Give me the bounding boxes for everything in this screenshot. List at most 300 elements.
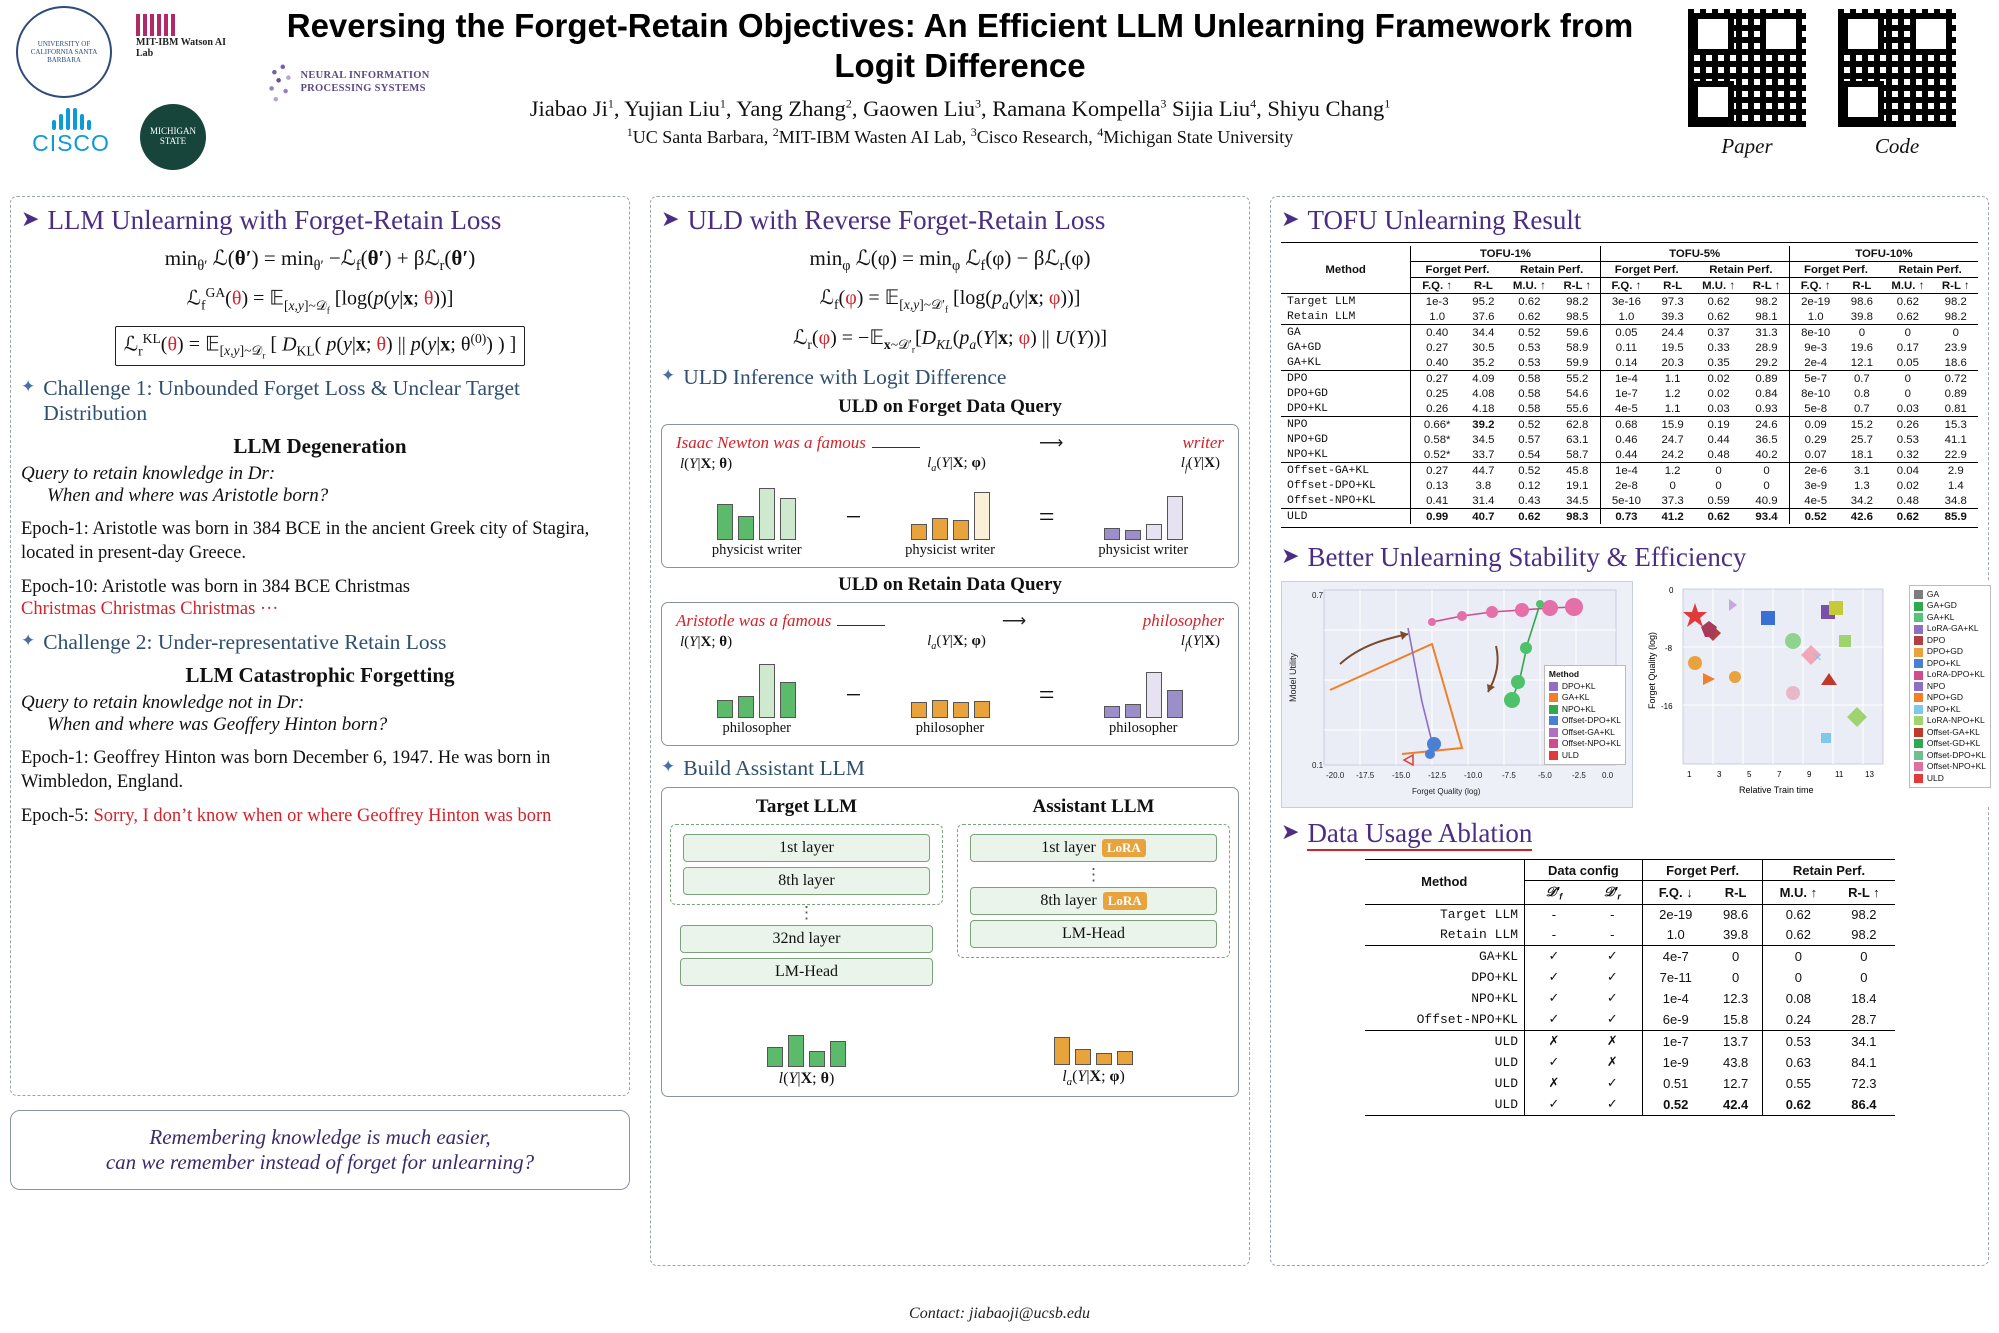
tofu-cell: 9e-3 — [1789, 340, 1841, 355]
tofu-cell: 0.27 — [1411, 340, 1463, 355]
fig-forget-caption: ULD on Forget Data Query — [838, 395, 1062, 417]
callout-box — [10, 1110, 630, 1190]
neurips-label: NEURAL INFORMATION PROCESSING SYSTEMS — [300, 70, 430, 94]
tofu-cell: 41.1 — [1944, 433, 1967, 446]
ablation-cell: ✓ — [1548, 969, 1560, 985]
tofu-cell: 0.02 — [1707, 387, 1730, 400]
ablation-cell: 0 — [1860, 969, 1868, 985]
target-output — [674, 1005, 939, 1088]
ablation-cell: 0.53 — [1763, 1030, 1833, 1052]
tofu-cell: 39.8 — [1850, 310, 1873, 323]
legend-item — [1549, 681, 1621, 692]
legend-item — [1549, 704, 1621, 715]
tofu-cell: 34.5 — [1472, 433, 1495, 446]
tofu-cell: 98.5 — [1566, 310, 1589, 323]
logo-group — [8, 4, 430, 184]
table-header-row — [1281, 246, 1978, 262]
legend-marker — [1914, 705, 1923, 714]
lora-badge: LoRA — [1103, 892, 1147, 910]
legend-label: NPO+KL — [1926, 703, 1961, 714]
tofu-cell: 40.9 — [1755, 494, 1778, 507]
ablation-method-cell: ULD — [1365, 1052, 1525, 1073]
table-row — [1281, 463, 1978, 479]
tofu-cell: 4e-5 — [1600, 401, 1652, 417]
target-layer-1: 1st layer — [683, 834, 930, 862]
legend-label: NPO — [1926, 680, 1946, 691]
tofu-cell: 8e-10 — [1789, 386, 1841, 401]
legend-label: DPO+KL — [1561, 680, 1596, 691]
table-row — [1365, 1052, 1895, 1073]
svg-text:Model Utility: Model Utility — [1288, 652, 1298, 702]
bar-group — [911, 656, 990, 718]
legend-marker — [1549, 739, 1558, 748]
table-row — [1281, 509, 1978, 525]
ablation-cell: 18.4 — [1851, 990, 1877, 1006]
tofu-cell: 0.81 — [1944, 402, 1967, 415]
tofu-h-fq3: F.Q. ↑ — [1789, 278, 1841, 294]
fig-retain-bars-row — [670, 656, 1230, 737]
assistant-output-label: $l_a(Y|X$; φ) — [1062, 1067, 1125, 1089]
legend-label: NPO+GD — [1926, 692, 1963, 703]
ablation-cell: 84.1 — [1851, 1054, 1877, 1070]
fig-retain-caption: ULD on Retain Data Query — [838, 573, 1062, 595]
tofu-cell: 39.2 — [1472, 418, 1495, 431]
chevron-right-icon: ➤ — [1281, 819, 1300, 844]
legend-label: DPO+KL — [1926, 657, 1961, 668]
abl-h-rl: R-L — [1724, 884, 1747, 900]
legend-label: LoRA-DPO+KL — [1926, 669, 1985, 680]
degeneration-title: LLM Degeneration — [233, 433, 407, 458]
legend-item — [1914, 600, 1986, 611]
tofu-h-fq1: F.Q. ↑ — [1422, 279, 1453, 292]
tofu-method-cell: NPO+GD — [1281, 432, 1411, 447]
tofu-cell: 15.2 — [1850, 418, 1873, 431]
svg-text:0.1: 0.1 — [1312, 761, 1324, 770]
eq-diff-logit: $l_f(Y|X)$ — [1180, 454, 1220, 474]
table-row — [1281, 401, 1978, 417]
ablation-cell: 0 — [1732, 948, 1740, 964]
table-row — [1365, 967, 1895, 988]
tofu-cell: 23.9 — [1944, 341, 1967, 354]
legend-label: Offset-NPO+KL — [1561, 738, 1621, 749]
table-row — [1365, 904, 1895, 925]
tofu-cell: 0.54 — [1518, 448, 1541, 461]
tofu-cell: 39.3 — [1661, 310, 1684, 323]
tofu-cell: 0.7 — [1853, 372, 1870, 385]
svg-text:3: 3 — [1717, 770, 1722, 779]
qr-code[interactable] — [1835, 6, 1959, 159]
legend-item — [1549, 727, 1621, 738]
tofu-cell: 1.4 — [1947, 479, 1964, 492]
tofu-cell: 15.9 — [1661, 418, 1684, 431]
svg-text:1: 1 — [1687, 770, 1692, 779]
tofu-cell: 0.37 — [1707, 326, 1730, 339]
ablation-cell: - — [1551, 927, 1557, 943]
fig-forget-assistant-bars — [867, 478, 1032, 559]
legend-item — [1549, 692, 1621, 703]
target-llm-title: Target LLM — [755, 795, 858, 817]
tofu-cell: 0.48 — [1896, 494, 1919, 507]
ablation-cell: - — [1551, 907, 1557, 923]
equation-uld-retain: ℒ$_r$(φ) = $-𝔼_{x\sim 𝒟'_r}[D_{KL}(p_a(Y|x$; φ) || U(Y))] — [792, 326, 1108, 355]
contact-line: Contact: jiabaoji@ucsb.edu — [909, 1305, 1090, 1322]
tofu-cell: 0.62 — [1518, 510, 1541, 523]
legend-label: GA+KL — [1926, 611, 1955, 622]
tofu-cell: 0.68 — [1600, 417, 1652, 433]
tofu-cell: 8e-10 — [1789, 325, 1841, 341]
tofu-table — [1281, 246, 1978, 524]
build-assistant-header — [661, 756, 1239, 781]
tofu-cell: 0 — [1904, 387, 1912, 400]
tofu-cell: 25.7 — [1850, 433, 1873, 446]
fig-forget-bars-row — [670, 478, 1230, 559]
callout-line-2: can we remember instead of forget for unlearning? — [105, 1150, 535, 1174]
legend-item — [1914, 692, 1986, 703]
eq-assistant-logit: $l_a(Y|X$; φ) — [927, 454, 986, 474]
tofu-cell: 2e-4 — [1789, 355, 1841, 371]
legend-marker — [1549, 682, 1558, 691]
section-title: LLM Unlearning with Forget-Retain Loss — [47, 205, 502, 235]
abl-h-dataconfig: Data config — [1525, 860, 1643, 881]
svg-text:Forget Quality (log): Forget Quality (log) — [1647, 631, 1657, 709]
tofu-cell: 93.4 — [1755, 510, 1778, 523]
legend-label: Offset-GA+KL — [1926, 726, 1980, 737]
forgetting-title: LLM Catastrophic Forgetting — [185, 663, 455, 688]
legend-label: DPO+GD — [1926, 646, 1963, 657]
tofu-h-rl5: R-L — [1852, 279, 1872, 292]
qr-paper[interactable] — [1685, 6, 1809, 159]
bar-group — [767, 1005, 846, 1067]
legend-marker — [1914, 648, 1923, 657]
abl-h-mu: M.U. ↑ — [1763, 881, 1833, 905]
architecture-columns — [670, 796, 1230, 991]
ablation-cell: ✓ — [1548, 948, 1560, 964]
degeneration-epoch10: Epoch-10: Aristotle was born in 384 BCE Christmas — [21, 577, 410, 598]
tofu-cell: 19.1 — [1566, 479, 1589, 492]
tofu-method-cell: ULD — [1281, 509, 1411, 525]
ablation-cell: ✗ — [1606, 1054, 1618, 1070]
fig-retain-target-xlabel: philosopher — [722, 719, 791, 736]
legend-item — [1914, 738, 1986, 749]
architecture-output-bars — [670, 1003, 1230, 1088]
table-row — [1281, 432, 1978, 447]
tofu-cell: 37.3 — [1661, 494, 1684, 507]
tofu-cell: 0.09 — [1789, 417, 1841, 433]
tofu-h-mu2: M.U. ↑ — [1702, 279, 1736, 292]
blank-underline-icon — [872, 435, 920, 448]
tofu-cell: 0 — [1858, 326, 1866, 339]
equation-uld-objective: $\min_\varphi$ ℒ(φ) = $\min_\varphi$ ℒ$_f$(φ) − βℒ$_r$(φ) — [809, 246, 1091, 275]
target-output-label: l(Y|X; θ) — [778, 1070, 835, 1088]
legend-marker — [1549, 751, 1558, 760]
forgetting-query-line2: When and where was Geoffery Hinton born? — [47, 714, 388, 736]
forgetting-epoch1: Epoch-1: Geoffrey Hinton was born December 6, 1947. He was born in Wimbledon, England. — [21, 748, 551, 793]
ablation-cell: ✗ — [1548, 1075, 1560, 1091]
ablation-cell: - — [1610, 907, 1615, 923]
fig-retain-target-bars — [674, 656, 839, 737]
tofu-cell: 29.2 — [1755, 356, 1778, 369]
challenge-1-header — [21, 376, 619, 426]
tofu-cell: 3.1 — [1853, 464, 1870, 477]
ablation-cell: 12.7 — [1722, 1075, 1749, 1091]
tofu-cell: 4e-5 — [1789, 493, 1841, 509]
tofu-cell: 0.8 — [1853, 387, 1870, 400]
ablation-cell: ✗ — [1548, 1033, 1560, 1049]
svg-text:-5.0: -5.0 — [1538, 771, 1552, 780]
bar-group — [717, 478, 796, 540]
tofu-cell: 3e-9 — [1789, 478, 1841, 493]
assistant-llm-title: Assistant LLM — [1032, 795, 1155, 817]
ablation-cell: 0.08 — [1763, 988, 1833, 1009]
tofu-cell: 0.62 — [1896, 510, 1919, 523]
legend-item — [1914, 658, 1986, 669]
svg-text:Relative Train time: Relative Train time — [1739, 785, 1814, 795]
fig-retain-prompt-row — [670, 611, 1230, 631]
tofu-cell: 40.7 — [1472, 510, 1495, 523]
minus-icon: − — [845, 680, 862, 712]
tofu-cell: 0.40 — [1411, 325, 1463, 341]
fig-forget-answer: writer — [1182, 432, 1224, 452]
tofu-cell: 0.05 — [1600, 325, 1652, 341]
ablation-cell: ✓ — [1548, 1054, 1560, 1070]
cisco-bars-icon — [52, 108, 91, 130]
tofu-cell: 34.5 — [1566, 494, 1589, 507]
target-llm-stack — [670, 824, 943, 905]
legend-marker — [1914, 613, 1923, 622]
ablation-cell: 86.4 — [1851, 1096, 1877, 1112]
ablation-cell: 1.0 — [1642, 925, 1709, 946]
tofu-cell: 0.58 — [1518, 372, 1541, 385]
tofu-cell: 0 — [1904, 326, 1912, 339]
tofu-cell: 5e-8 — [1789, 401, 1841, 417]
tofu-cell: 1.1 — [1664, 402, 1681, 415]
fig-forget-target-bars — [674, 478, 839, 559]
abl-h-df: $𝒟'_f$ — [1545, 883, 1563, 902]
legend-item — [1549, 738, 1621, 749]
legend-label: Offset-NPO+KL — [1926, 761, 1986, 772]
tofu-cell: 0.04 — [1896, 464, 1919, 477]
legend-item — [1914, 635, 1986, 646]
tofu-cell: 55.6 — [1566, 402, 1589, 415]
fig-retain-assistant-bars — [867, 656, 1032, 737]
mit-ibm-logo — [136, 14, 236, 70]
svg-text:5: 5 — [1747, 770, 1752, 779]
table-row — [1365, 988, 1895, 1009]
panel-results — [1270, 196, 1989, 1266]
tofu-cell: 0.40 — [1411, 355, 1463, 371]
tofu-cell: 0.89 — [1944, 387, 1967, 400]
challenge-2-text: Challenge 2: Under-representative Retain Loss — [43, 630, 447, 655]
bar-group — [1054, 1003, 1133, 1065]
callout-line-1 — [21, 1125, 619, 1150]
stability-title: Better Unlearning Stability & Efficiency — [1307, 542, 1747, 572]
svg-text:13: 13 — [1865, 770, 1874, 779]
legend-marker — [1914, 762, 1923, 771]
tofu-cell: 2.9 — [1947, 464, 1964, 477]
chevron-right-icon: ➤ — [1281, 543, 1300, 568]
chart-forget-quality-vs-train-time — [1643, 581, 1991, 806]
tofu-group-3: TOFU-10% — [1789, 246, 1978, 262]
legend-item — [1549, 750, 1621, 761]
section-header — [661, 205, 1239, 236]
tofu-cell: 0.72 — [1944, 372, 1967, 385]
tofu-cell: 98.1 — [1755, 310, 1778, 323]
table-row — [1365, 1094, 1895, 1116]
tofu-cell: 2e-19 — [1789, 294, 1841, 310]
table-row — [1281, 325, 1978, 341]
title-block — [250, 6, 1670, 148]
table-row — [1281, 294, 1978, 310]
tofu-sub-4: Retain Perf. — [1693, 262, 1789, 278]
tofu-sub-2: Retain Perf. — [1504, 262, 1600, 278]
qr-code-icon[interactable] — [1685, 6, 1809, 130]
qr-paper-label: Paper — [1721, 134, 1773, 158]
tofu-table-wrap — [1281, 242, 1978, 528]
tofu-h-rl6: R-L ↑ — [1941, 279, 1970, 292]
author-list: Jiabao Ji$^1$, Yujian Liu$^1$, Yang Zhang$^2$, Gaowen Liu$^3$, Ramana Kompella$^3$ Sijia Liu$^4$, Shiyu Chang$^1$ — [529, 95, 1391, 121]
tofu-cell: 0.62 — [1518, 310, 1541, 323]
tofu-cell: 0.44 — [1707, 433, 1730, 446]
tofu-cell: 0.59 — [1707, 494, 1730, 507]
legend-label: Offset-DPO+KL — [1561, 715, 1621, 726]
equation-kl-loss: ℒ$_r^{KL}$(θ) = 𝔼$_{[x,y]\sim 𝒟_r}$ [ $D_{KL}$( p(y|x; θ) || p(y|x; $\theta^{(0)}$) ) ] — [21, 326, 619, 366]
legend-title: Method — [1548, 669, 1580, 680]
blank-underline-icon — [837, 613, 885, 626]
tofu-cell: 0.02 — [1707, 372, 1730, 385]
svg-text:✕: ✕ — [1813, 652, 1823, 664]
tofu-sub-3: Forget Perf. — [1600, 262, 1693, 278]
assistant-llm-column — [957, 796, 1230, 991]
forgetting-epoch5-red: Sorry, I don’t know when or where Geoffrey Hinton was born — [93, 806, 552, 827]
tofu-cell: 98.2 — [1944, 310, 1967, 323]
tofu-cell: 4.08 — [1472, 387, 1495, 400]
ablation-method-cell: ULD — [1365, 1094, 1525, 1116]
page-title: Reversing the Forget-Retain Objectives: An Efficient LLM Unlearning Framework from Logit Difference — [286, 7, 1634, 85]
legend-item — [1914, 773, 1986, 784]
legend-marker — [1914, 693, 1923, 702]
legend-marker — [1914, 728, 1923, 737]
tofu-cell: 4.09 — [1472, 372, 1495, 385]
tofu-cell: 0 — [1763, 464, 1770, 477]
tofu-cell: 0.62 — [1707, 310, 1730, 323]
ablation-cell: ✓ — [1606, 948, 1618, 964]
tofu-cell: 34.4 — [1472, 326, 1495, 339]
tofu-cell: 0.05 — [1896, 356, 1919, 369]
tofu-cell: 0.25 — [1411, 386, 1463, 401]
tofu-cell: 0.84 — [1755, 387, 1778, 400]
tofu-cell: 0.57 — [1518, 433, 1541, 446]
table-row — [1365, 1009, 1895, 1031]
poster-body — [0, 196, 1999, 1296]
ablation-cell: 0.55 — [1763, 1073, 1833, 1094]
ablation-cell: 0.62 — [1763, 925, 1833, 946]
ablation-method-cell: NPO+KL — [1365, 988, 1525, 1009]
tofu-cell: 98.6 — [1850, 295, 1873, 308]
tofu-cell: 41.2 — [1661, 510, 1684, 523]
ablation-cell: ✓ — [1606, 969, 1618, 985]
tofu-cell: 59.6 — [1566, 326, 1589, 339]
tofu-cell: 2e-6 — [1789, 463, 1841, 479]
tofu-method-cell: DPO+KL — [1281, 401, 1411, 417]
legend-item — [1914, 669, 1986, 680]
table-row — [1281, 371, 1978, 387]
tofu-cell: 55.2 — [1566, 372, 1589, 385]
ablation-method-cell: Target LLM — [1365, 904, 1525, 925]
abl-h-fq: F.Q. ↓ — [1642, 881, 1709, 905]
legend-item — [1549, 715, 1621, 726]
tofu-cell: 0.52 — [1518, 464, 1541, 477]
cisco-logo — [16, 108, 126, 164]
legend-marker — [1914, 625, 1923, 634]
assistant-lm-head: LM-Head — [970, 920, 1217, 948]
ablation-cell: ✓ — [1548, 1096, 1560, 1112]
svg-text:11: 11 — [1835, 770, 1844, 779]
legend-item — [1914, 681, 1986, 692]
tofu-cell: 0.58 — [1518, 402, 1541, 415]
mit-bars-icon — [136, 14, 236, 36]
legend-marker — [1914, 636, 1923, 645]
tofu-cell: 12.1 — [1850, 356, 1873, 369]
tofu-cell: 22.9 — [1944, 448, 1967, 461]
tofu-cell: 98.2 — [1944, 295, 1967, 308]
tofu-cell: 0.27 — [1411, 371, 1463, 387]
tofu-cell: 0.44 — [1600, 447, 1652, 463]
legend-marker — [1914, 739, 1923, 748]
forgetting-epoch5 — [21, 804, 619, 828]
diamond-icon: ✦ — [661, 756, 676, 776]
architecture-diagram — [661, 787, 1239, 1097]
eq-assistant-logit: $l_a(Y|X$; φ) — [927, 632, 986, 652]
fig-retain-prompt: Aristotle was a famous — [676, 611, 885, 631]
legend-item — [1914, 715, 1986, 726]
tofu-cell: 54.6 — [1566, 387, 1589, 400]
tofu-cell: 37.6 — [1472, 310, 1495, 323]
qr-code-icon[interactable] — [1835, 6, 1959, 130]
tofu-method-cell: DPO — [1281, 371, 1411, 387]
tofu-cell: 0.32 — [1896, 448, 1919, 461]
bar-group — [911, 478, 990, 540]
tofu-cell: 0.58* — [1411, 432, 1463, 447]
tofu-cell: 40.2 — [1755, 448, 1778, 461]
svg-text:-15.0: -15.0 — [1392, 771, 1411, 780]
svg-text:Forget Quality (log): Forget Quality (log) — [1412, 787, 1481, 796]
ablation-cell: 0 — [1763, 967, 1833, 988]
qr-code-label: Code — [1874, 134, 1920, 158]
legend-item — [1914, 612, 1986, 623]
ablation-cell: 34.1 — [1851, 1033, 1877, 1049]
legend-label: GA+GD — [1926, 600, 1957, 611]
tofu-cell: 0.26 — [1896, 418, 1919, 431]
legend-marker — [1914, 602, 1923, 611]
tofu-cell: 0.19 — [1707, 418, 1730, 431]
tofu-h-rl1: R-L — [1473, 279, 1493, 292]
svg-text:7: 7 — [1777, 770, 1782, 779]
tofu-h-rl4: R-L ↑ — [1752, 279, 1781, 292]
tofu-cell: 5e-7 — [1789, 371, 1841, 387]
tofu-cell: 1.0 — [1411, 309, 1463, 325]
ablation-method-cell: DPO+KL — [1365, 967, 1525, 988]
tofu-cell: 0.62 — [1896, 295, 1919, 308]
tofu-cell: 0.66* — [1411, 417, 1463, 433]
tofu-col-method: Method — [1281, 246, 1411, 294]
tofu-cell: 1e-4 — [1600, 371, 1652, 387]
legend-label: DPO — [1926, 634, 1946, 645]
ablation-cell: 98.2 — [1851, 907, 1877, 923]
svg-text:-8: -8 — [1665, 644, 1673, 653]
charts-row — [1281, 581, 1986, 808]
tofu-method-cell: DPO+GD — [1281, 386, 1411, 401]
ablation-cell: - — [1610, 927, 1615, 943]
